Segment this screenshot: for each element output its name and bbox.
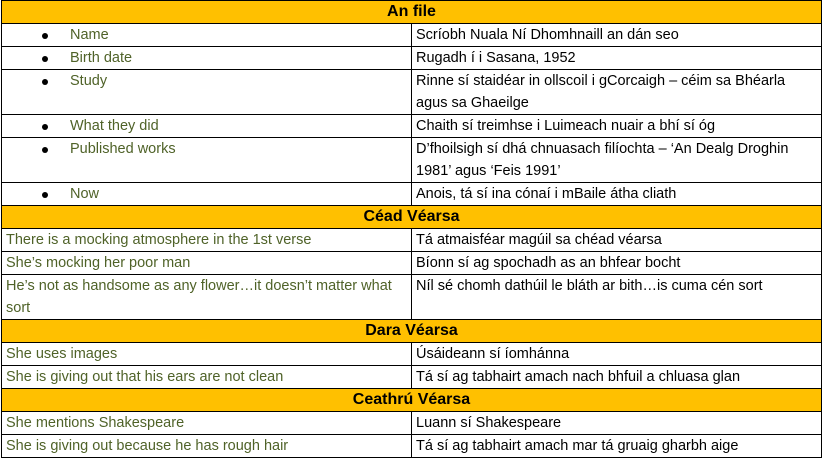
section-header-file xyxy=(2,1,822,24)
section-header-cead xyxy=(2,206,822,229)
row-value: Chaith sí treimhse i Luimeach nuair a bhí sí óg xyxy=(412,115,822,138)
table-row xyxy=(2,412,822,435)
bullet-icon xyxy=(42,79,48,85)
section-title: Ceathrú Véarsa xyxy=(2,389,822,412)
row-value: Úsáideann sí íomhánna xyxy=(412,343,822,366)
row-label: There is a mocking atmosphere in the 1st verse xyxy=(2,229,412,252)
bullet-icon xyxy=(42,33,48,39)
row-label: She is giving out that his ears are not clean xyxy=(2,366,412,389)
table-row xyxy=(2,435,822,458)
row-value: Níl sé chomh dathúil le bláth ar bith…is cuma cén sort xyxy=(412,275,822,320)
row-label: Name xyxy=(70,27,109,43)
bullet-cell xyxy=(2,24,412,47)
row-label: Published works xyxy=(70,141,176,157)
bullet-cell xyxy=(2,138,412,183)
table-row xyxy=(2,343,822,366)
row-value: D’fhoilsigh sí dhá chnuasach filíochta – ‘An Dealg Droghin 1981’ agus ‘Feis 1991’ xyxy=(412,138,822,183)
table-row xyxy=(2,252,822,275)
section-title: An file xyxy=(2,1,822,24)
row-value: Tá sí ag tabhairt amach mar tá gruaig gharbh aige xyxy=(412,435,822,458)
row-label: She uses images xyxy=(2,343,412,366)
bullet-icon xyxy=(42,124,48,130)
table-row xyxy=(2,229,822,252)
section-title: Dara Véarsa xyxy=(2,320,822,343)
row-label: She mentions Shakespeare xyxy=(2,412,412,435)
table-row xyxy=(2,47,822,70)
section-header-ceathru xyxy=(2,389,822,412)
row-label: Now xyxy=(70,186,100,202)
row-label: Study xyxy=(70,73,108,89)
row-label: He’s not as handsome as any flower…it doesn’t matter what sort xyxy=(2,275,412,320)
bullet-cell xyxy=(2,70,412,115)
table-row xyxy=(2,138,822,183)
row-label: She’s mocking her poor man xyxy=(2,252,412,275)
row-value: Rinne sí staidéar in ollscoil i gCorcaigh – céim sa Bhéarla agus sa Ghaeilge xyxy=(412,70,822,115)
bullet-cell xyxy=(2,47,412,70)
table-row xyxy=(2,24,822,47)
table-row xyxy=(2,366,822,389)
bullet-icon xyxy=(42,192,48,198)
poem-notes-table xyxy=(1,0,822,458)
row-label: She is giving out because he has rough hair xyxy=(2,435,412,458)
bullet-cell xyxy=(2,183,412,206)
row-value: Bíonn sí ag spochadh as an bhfear bocht xyxy=(412,252,822,275)
row-label: What they did xyxy=(70,118,159,134)
row-value: Scríobh Nuala Ní Dhomhnaill an dán seo xyxy=(412,24,822,47)
bullet-icon xyxy=(42,56,48,62)
row-value: Luann sí Shakespeare xyxy=(412,412,822,435)
table-row xyxy=(2,70,822,115)
row-label: Birth date xyxy=(70,50,133,66)
row-value: Tá atmaisféar magúil sa chéad véarsa xyxy=(412,229,822,252)
table-row xyxy=(2,183,822,206)
table-row xyxy=(2,115,822,138)
bullet-icon xyxy=(42,147,48,153)
section-header-dara xyxy=(2,320,822,343)
table-row xyxy=(2,275,822,320)
row-value: Rugadh í i Sasana, 1952 xyxy=(412,47,822,70)
row-value: Tá sí ag tabhairt amach nach bhfuil a chluasa glan xyxy=(412,366,822,389)
row-value: Anois, tá sí ina cónaí i mBaile átha cliath xyxy=(412,183,822,206)
section-title: Céad Véarsa xyxy=(2,206,822,229)
bullet-cell xyxy=(2,115,412,138)
